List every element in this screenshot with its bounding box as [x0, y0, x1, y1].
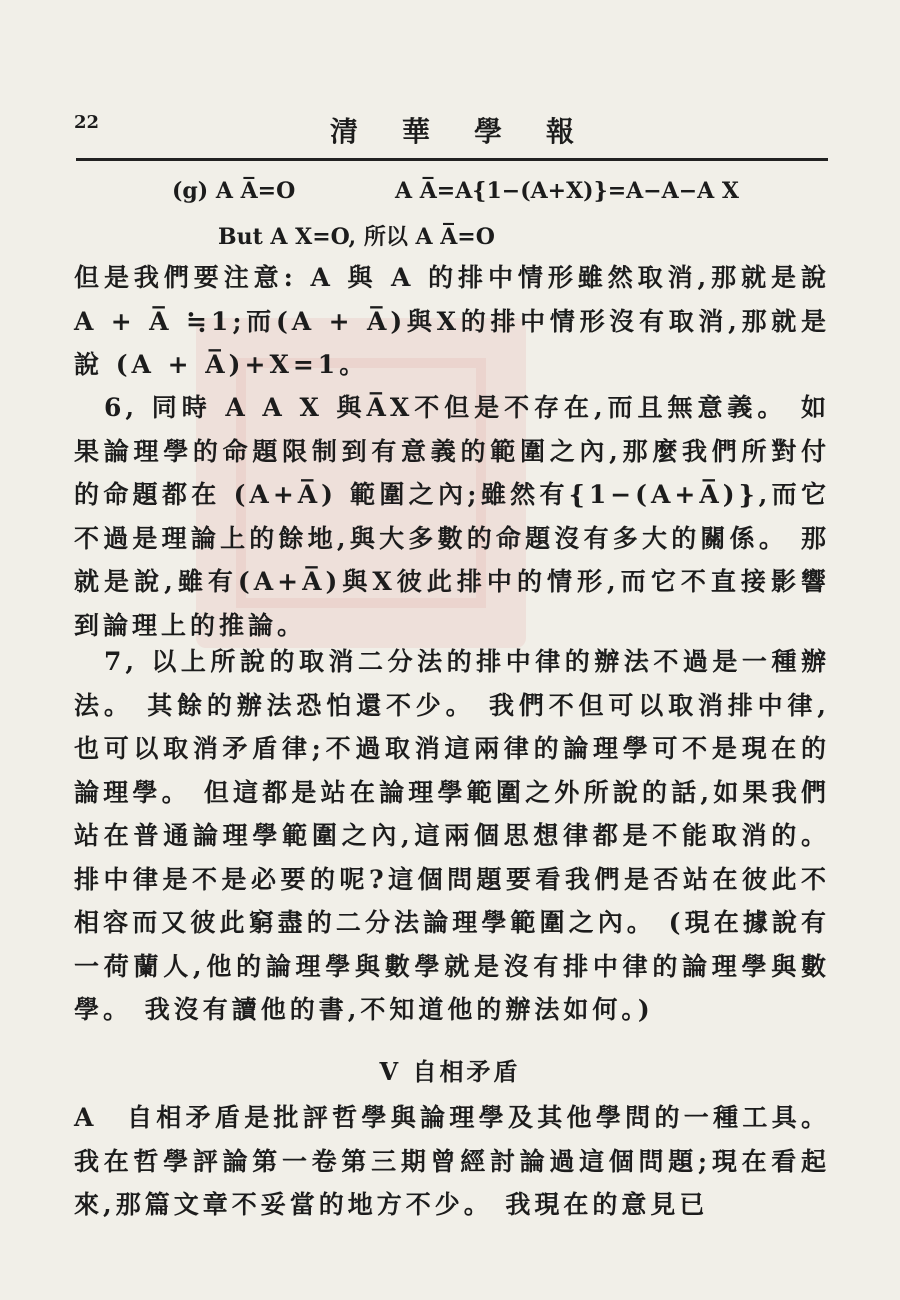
equation-g-right: A A̅=A{1−(A+X)}=A−A−A X [395, 178, 739, 204]
paragraph-excluded-middle-note: 但是我們要注意: A 與 A 的排中情形雖然取消,那就是說 A + A̅ ≒1;而(A + A̅)與X的排中情形沒有取消,那就是說 (A + A̅)+X=1。 [74, 263, 830, 379]
paragraph-section-a: A 自相矛盾是批評哲學與論理學及其他學問的一種工具。 我在哲學評論第一卷第三期曾經討論過這個問題;現在看起來,那篇文章不妥當的地方不少。 我現在的意見已 [74, 1103, 830, 1219]
section-heading: V 自相矛盾 [379, 1057, 521, 1086]
paragraph-point-6: 6, 同時 A A X 與A̅X不但是不存在,而且無意義。 如果論理學的命題限制到有意義的範圍之內,那麼我們所對付的命題都在 (A+A̅) 範圍之內;雖然有{1−(A+A̅)},而它不過是理論上的餘地,與大多數的命題沒有多大的關係。 那就是說,雖有(A+A̅)與X彼此排中的情形,而它不直接影響到論理上的推論。 [74, 393, 830, 640]
paragraph-point-7: 7, 以上所說的取消二分法的排中律的辦法不過是一種辦法。 其餘的辦法恐怕還不少。 我們不但可以取消排中律,也可以取消矛盾律;不過取消這兩律的論理學可不是現在的論理學。 但這都是站在論理學範圍之外所說的話,如果我們站在普通論理學範圍之內,這兩個思想律都是不能取消的。 排中律是不是必要的呢?這個問題要看我們是否站在彼此不相容而又彼此窮盡的二分法論理學範圍之內。 (現在據說有一荷蘭人,他的論理學與數學就是沒有排中律的論理學與數學。 我沒有讀他的書,不知道他的辦法如何。) [74, 647, 830, 1024]
page-number: 22 [74, 112, 100, 133]
header-rule [76, 158, 828, 161]
equation-g-left: (g) A A̅=O [172, 178, 296, 204]
equation-conclusion: But A X=O, 所以 A A̅=O [218, 224, 495, 250]
journal-title: 清華學報 [330, 115, 619, 148]
